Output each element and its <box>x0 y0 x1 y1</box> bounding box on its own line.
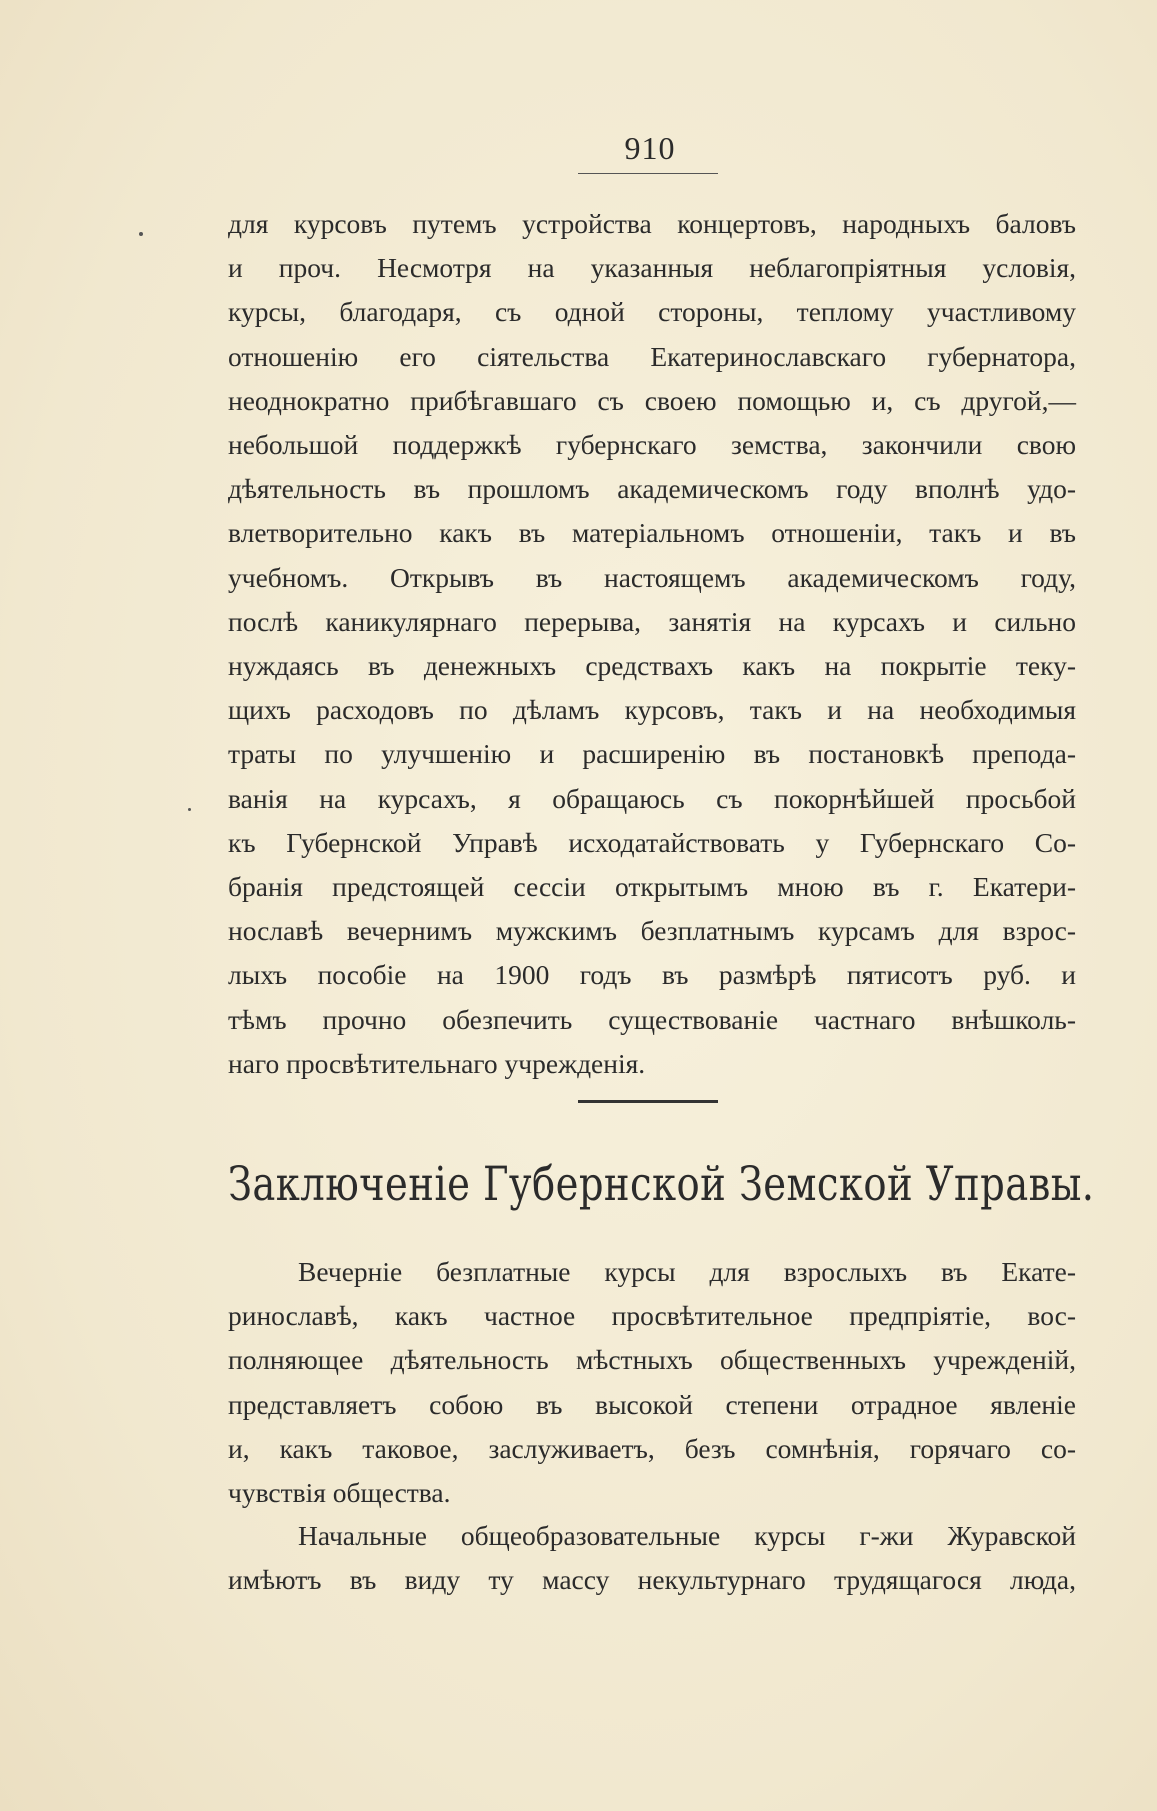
text-line: къ Губернской Управѣ исходатайствовать у Губернскаго Со- <box>228 826 1076 858</box>
text-line: лыхъ пособіе на 1900 годъ въ размѣрѣ пятисотъ руб. и <box>228 959 1076 991</box>
text-line: имѣютъ въ виду ту массу некультурнаго трудящагося люда, <box>228 1564 1076 1596</box>
text-line: полняющее дѣятельность мѣстныхъ общественныхъ учрежденій, <box>228 1344 1076 1376</box>
margin-speck <box>188 808 191 811</box>
text-line: небольшой поддержкѣ губернскаго земства, закончили свою <box>228 429 1076 461</box>
text-line: для курсовъ путемъ устройства концертовъ, народныхъ баловъ <box>228 208 1076 239</box>
paragraph-3 <box>228 1514 1076 1602</box>
paragraph-2 <box>228 1250 1076 1515</box>
section-heading: Заключеніе Губернской Земской Управы. <box>228 1157 1095 1212</box>
paragraph-1 <box>228 202 1076 1086</box>
text-line: наго просвѣтительнаго учрежденія. <box>228 1047 646 1079</box>
text-line: траты по улучшенію и расширенію въ постановкѣ препода- <box>228 738 1076 770</box>
text-line: бранія предстоящей сессіи открытымъ мною въ г. Екатери- <box>228 871 1076 903</box>
text-line: учебномъ. Открывъ въ настоящемъ академическомъ году, <box>228 561 1076 593</box>
text-line: и, какъ таковое, заслуживаетъ, безъ сомнѣнія, горячаго со- <box>228 1432 1076 1464</box>
page-number-rule <box>578 173 718 174</box>
text-line: нуждаясь въ денежныхъ средствахъ какъ на покрытіе теку- <box>228 650 1076 682</box>
text-line: послѣ каникулярнаго перерыва, занятія на курсахъ и сильно <box>228 605 1076 637</box>
margin-speck <box>139 232 143 236</box>
text-line: нославѣ вечернимъ мужскимъ безплатнымъ курсамъ для взрос- <box>228 915 1076 947</box>
text-line: курсы, благодаря, съ одной стороны, теплому участливому <box>228 296 1076 328</box>
text-line: щихъ расходовъ по дѣламъ курсовъ, такъ и на необходимыя <box>228 694 1076 726</box>
text-line: влетворительно какъ въ матеріальномъ отношеніи, такъ и въ <box>228 517 1076 549</box>
text-line: чувствія общества. <box>228 1477 451 1509</box>
text-line: отношенію его сіятельства Екатеринославскаго губернатора, <box>228 340 1076 372</box>
text-line: и проч. Несмотря на указанныя неблагопріятныя условія, <box>228 252 1076 284</box>
text-line: представляетъ собою въ высокой степени отрадное явленіе <box>228 1388 1076 1420</box>
text-line: дѣятельность въ прошломъ академическомъ году вполнѣ удо- <box>228 473 1076 505</box>
page-number: 910 <box>624 130 676 166</box>
text-line: ринославѣ, какъ частное просвѣтительное предпріятіе, вос- <box>228 1300 1076 1332</box>
text-line: неоднократно прибѣгавшаго съ своею помощью и, съ другой,— <box>228 384 1076 416</box>
section-divider <box>578 1100 718 1103</box>
text-line: тѣмъ прочно обезпечить существованіе частнаго внѣшколь- <box>228 1003 1076 1035</box>
text-line: Начальные общеобразовательные курсы г-жи Журавской <box>298 1520 1076 1551</box>
text-line: ванія на курсахъ, я обращаюсь съ покорнѣйшей просьбой <box>228 782 1076 814</box>
text-line: Вечерніе безплатные курсы для взрослыхъ въ Екате- <box>298 1256 1076 1287</box>
